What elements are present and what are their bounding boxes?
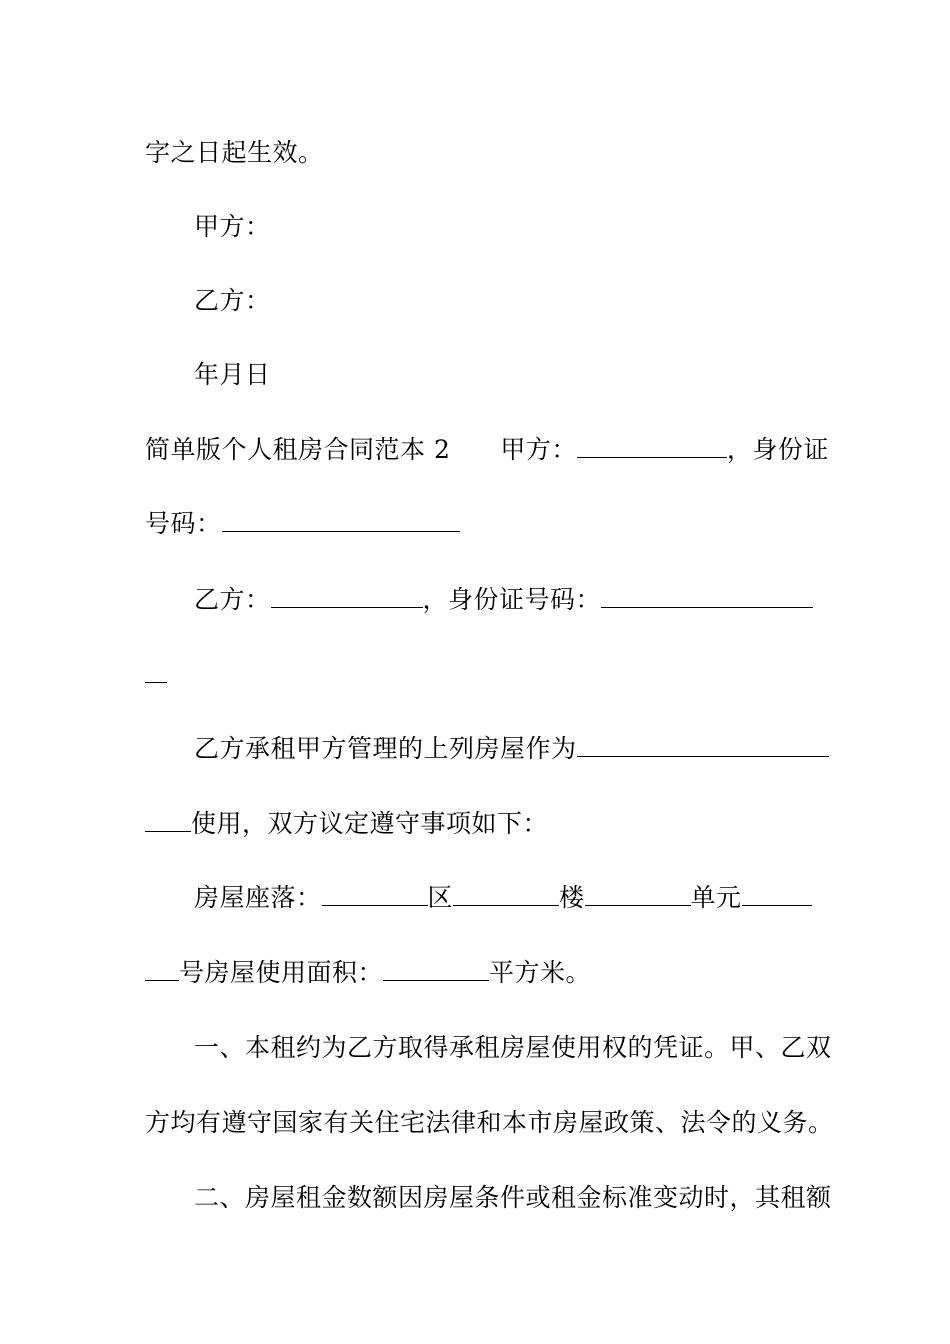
text-line bbox=[145, 509, 807, 539]
text-line bbox=[194, 883, 807, 913]
fill-blank bbox=[145, 660, 167, 683]
text-line bbox=[194, 360, 807, 390]
party-a-label: 甲方： bbox=[500, 435, 577, 464]
text-line bbox=[145, 660, 807, 690]
fill-blank bbox=[577, 435, 727, 458]
paragraph-text: 二、房屋租金数额因房屋条件或租金标准变动时，其租额 bbox=[194, 1183, 832, 1212]
text-line bbox=[194, 212, 807, 242]
fill-blank bbox=[742, 883, 812, 906]
area-unit-label: 平方米。 bbox=[489, 958, 592, 987]
date-label: 年月日 bbox=[194, 360, 271, 389]
fill-blank bbox=[383, 958, 489, 981]
paragraph-text: 一、本租约为乙方取得承租房屋使用权的凭证。甲、乙双 bbox=[194, 1033, 832, 1062]
text-line bbox=[194, 1183, 832, 1213]
paragraph-text: 字之日起生效。 bbox=[145, 138, 324, 167]
text-line bbox=[194, 1033, 832, 1063]
text-line bbox=[194, 734, 807, 764]
paragraph-text: 使用，双方议定遵守事项如下： bbox=[191, 809, 549, 838]
id-number-label: 号码： bbox=[145, 509, 222, 538]
fill-blank bbox=[585, 883, 691, 906]
fill-blank bbox=[453, 883, 559, 906]
fill-blank bbox=[322, 883, 428, 906]
fill-blank bbox=[271, 585, 423, 608]
party-b-label: 乙方： bbox=[194, 585, 271, 614]
text-line bbox=[145, 958, 807, 988]
text-line bbox=[145, 1108, 834, 1138]
district-label: 区 bbox=[427, 883, 454, 912]
party-b-label: 乙方： bbox=[194, 286, 271, 315]
building-label: 楼 bbox=[559, 883, 585, 912]
fill-blank bbox=[145, 958, 179, 981]
fill-blank bbox=[145, 809, 191, 832]
area-label: 号房屋使用面积： bbox=[179, 958, 384, 987]
fill-blank bbox=[577, 734, 829, 757]
text-line bbox=[194, 286, 807, 316]
paragraph-text: 乙方承租甲方管理的上列房屋作为 bbox=[194, 734, 577, 763]
id-number-label: ，身份证号码： bbox=[422, 585, 602, 614]
text-line bbox=[145, 435, 829, 465]
contract-title: 简单版个人租房合同范本 2 bbox=[145, 435, 451, 464]
text-line bbox=[194, 585, 807, 615]
fill-blank bbox=[222, 509, 460, 532]
paragraph-text: 方均有遵守国家有关住宅法律和本市房屋政策、法令的义务。 bbox=[145, 1108, 834, 1137]
party-a-label: 甲方： bbox=[194, 212, 271, 241]
unit-label: 单元 bbox=[690, 883, 742, 912]
fill-blank bbox=[601, 585, 813, 608]
text-line bbox=[145, 809, 807, 839]
text-line bbox=[145, 138, 807, 168]
id-card-label: ，身份证 bbox=[726, 435, 829, 464]
address-label: 房屋座落： bbox=[194, 883, 322, 912]
